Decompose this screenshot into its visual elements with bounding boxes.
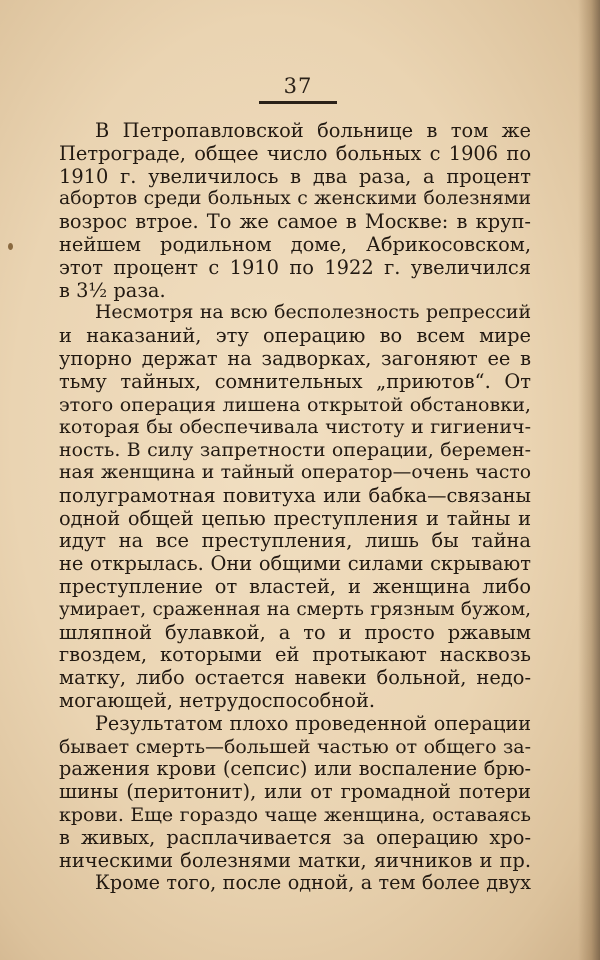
text-line: этого операция лишена открытой обстановки, bbox=[59, 393, 531, 416]
text-line: абортов среди больных с женскими болезнями bbox=[59, 188, 531, 210]
text-line: бывает смерть—большей частью от общего за- bbox=[59, 735, 531, 758]
text-line: гвоздем, которыми ей протыкают насквозь bbox=[59, 644, 531, 667]
text-line: в 3½ раза. bbox=[59, 279, 166, 302]
text-line: умирает, сраженная на смерть грязным бужом, bbox=[59, 598, 531, 620]
text-line: Петрограде, общее число больных с 1906 по bbox=[59, 142, 531, 165]
text-line: ная женщина и тайный оператор—очень часто bbox=[59, 461, 531, 483]
text-line: В Петропавловской больнице в том же bbox=[95, 120, 531, 142]
text-line: матку, либо остается навеки больной, недо- bbox=[59, 667, 531, 690]
text-line: идут на все преступления, лишь бы тайна bbox=[59, 530, 531, 553]
page-edge-shadow bbox=[578, 0, 600, 960]
text-line: ражения крови (сепсис) или воспаление брю- bbox=[59, 758, 531, 781]
page-number: 37 bbox=[283, 74, 313, 98]
text-line: ность. В силу запретности операции, беремен- bbox=[59, 439, 531, 462]
text-line: упорно держат на задворках, загоняют ее в bbox=[59, 347, 531, 370]
text-line: Результатом плохо проведенной операции bbox=[95, 712, 531, 735]
text-line: ническими болезнями матки, яичников и пр. bbox=[59, 849, 531, 872]
body-text bbox=[59, 120, 531, 895]
text-line: нейшем родильном доме, Абрикосовском, bbox=[59, 233, 531, 256]
text-line: Несмотря на всю бесполезность репрессий bbox=[95, 302, 531, 324]
paper-speck bbox=[8, 243, 13, 250]
text-line: Кроме того, после одной, а тем более двух bbox=[95, 872, 531, 895]
text-line: которая бы обеспечивала чистоту и гигиенич- bbox=[59, 416, 531, 439]
text-line: этот процент с 1910 по 1922 г. увеличился bbox=[59, 256, 531, 279]
text-line: крови. Еще гораздо чаще женщина, оставаясь bbox=[59, 803, 531, 826]
text-line: тьму тайных, сомнительных „приютов“. От bbox=[59, 370, 531, 393]
text-line: и наказаний, эту операцию во всем мире bbox=[59, 325, 531, 348]
text-line: шляпной булавкой, а то и просто ржавым bbox=[59, 621, 531, 644]
text-line: полуграмотная повитуха или бабка—связаны bbox=[59, 484, 531, 507]
text-line: преступление от властей, и женщина либо bbox=[59, 575, 531, 598]
text-line: в живых, расплачивается за операцию хро- bbox=[59, 826, 531, 849]
text-line: 1910 г. увеличилось в два раза, а процент bbox=[59, 165, 531, 188]
text-line: возрос втрое. То же самое в Москве: в круп- bbox=[59, 211, 531, 234]
page-number-rule bbox=[259, 101, 337, 104]
text-line: не открылась. Они общими силами скрывают bbox=[59, 553, 531, 576]
text-line: одной общей цепью преступления и тайны и bbox=[59, 507, 531, 530]
text-line: шины (перитонит), или от громадной потери bbox=[59, 781, 531, 804]
text-line: могающей, нетрудоспособной. bbox=[59, 689, 376, 712]
